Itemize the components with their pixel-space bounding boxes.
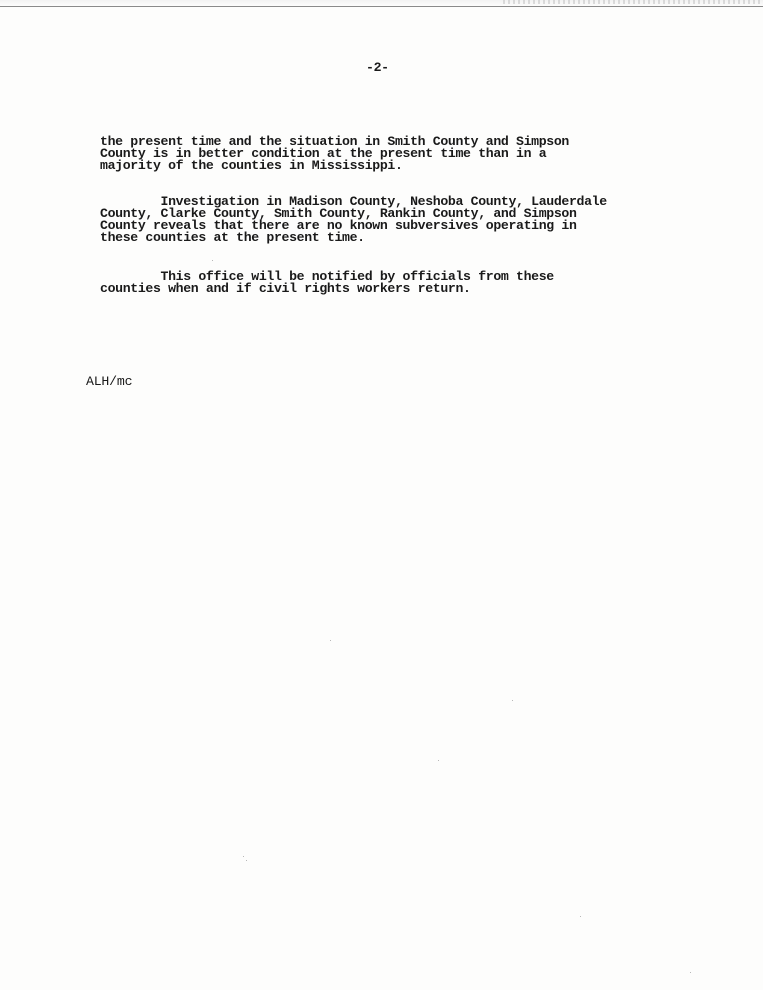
paragraph-line: these counties at the present time.	[100, 230, 365, 245]
reference-initials: ALH/mc	[86, 374, 133, 389]
paragraph-line: the present time and the situation in Smith County and Simpson	[100, 134, 569, 149]
page-edge-scuff	[503, 0, 763, 4]
scan-speck	[330, 640, 331, 641]
paragraph-line: County, Clarke County, Smith County, Rankin County, and Simpson	[100, 206, 577, 221]
scan-speck	[243, 856, 244, 857]
scan-speck	[212, 260, 213, 261]
paragraph-line: County is in better condition at the present time than in a	[100, 146, 547, 161]
paragraph-line: Investigation in Madison County, Neshoba County, Lauderdale	[100, 194, 607, 209]
paragraph-3	[100, 271, 554, 295]
paragraph-1	[100, 136, 569, 172]
paragraph-line: counties when and if civil rights workers return.	[100, 281, 471, 296]
paragraph-line: County reveals that there are no known subversives operating in	[100, 218, 577, 233]
page-number: -2-	[366, 60, 389, 75]
scan-speck	[246, 860, 247, 861]
page-top-edge	[0, 0, 763, 7]
scan-speck	[438, 760, 439, 761]
scan-speck	[512, 700, 513, 701]
paragraph-2	[100, 196, 607, 244]
paragraph-line: majority of the counties in Mississippi.	[100, 158, 403, 173]
scan-speck	[690, 972, 691, 973]
paragraph-line: This office will be notified by officials from these	[100, 269, 554, 284]
scan-speck	[580, 916, 581, 917]
